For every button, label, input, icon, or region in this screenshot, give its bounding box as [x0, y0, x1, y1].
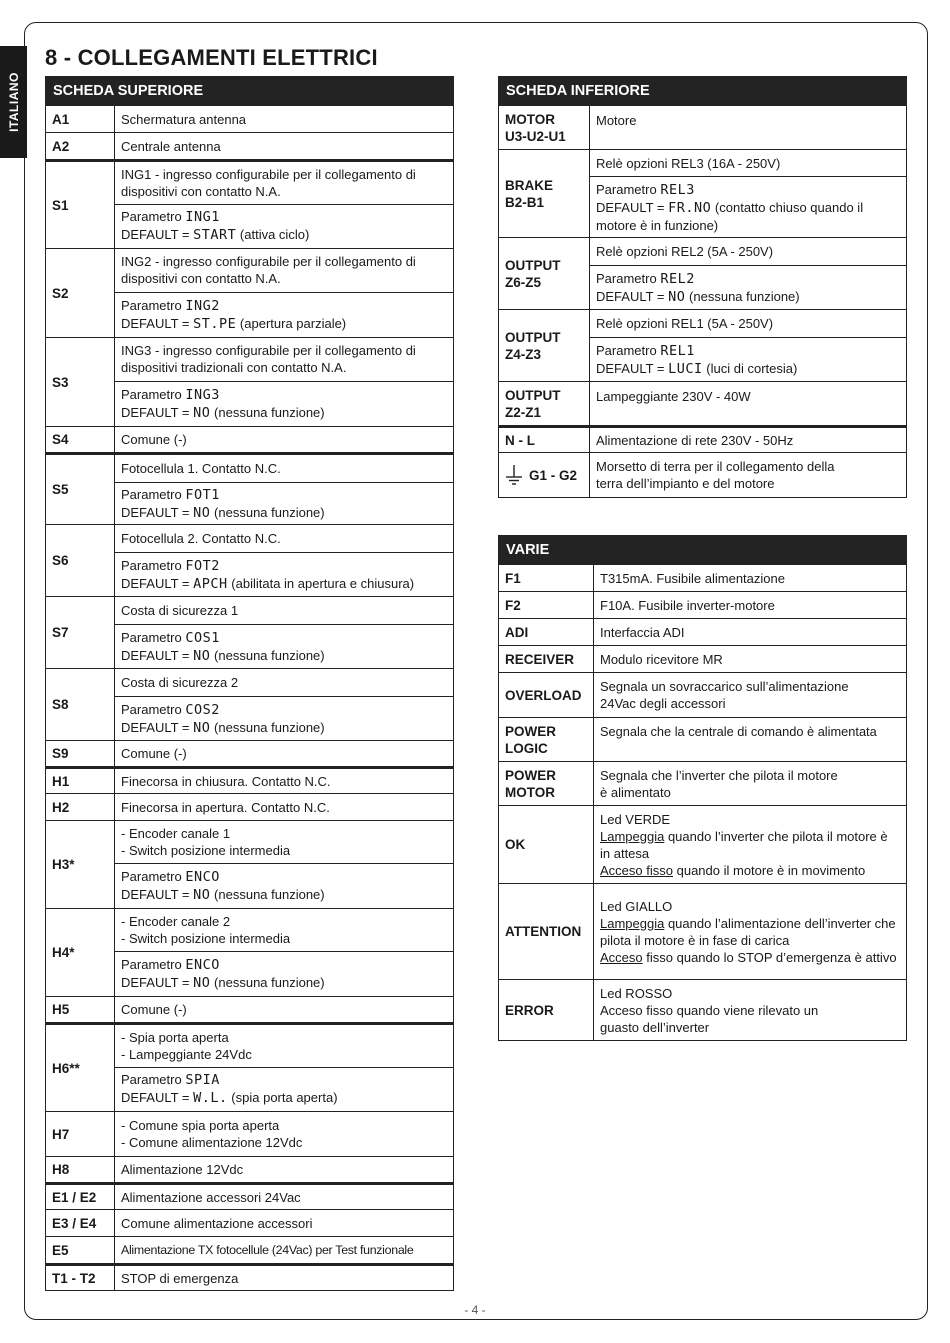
- table-row: [46, 248, 453, 337]
- terminal-description: Relè opzioni REL1 (5A - 250V): [596, 316, 774, 331]
- page-title: 8 - COLLEGAMENTI ELETTRICI: [45, 45, 378, 70]
- component-description: Modulo ricevitore MR: [600, 651, 723, 667]
- table-row: [46, 1209, 453, 1236]
- table-row: [46, 1236, 453, 1263]
- led-label: ATTENTION: [499, 884, 594, 979]
- table-row: [46, 908, 453, 996]
- component-label: POWER MOTOR: [499, 762, 594, 805]
- terminal-label: S5: [46, 455, 115, 524]
- terminal-label: S1: [46, 162, 115, 248]
- terminal-description: Comune (-): [121, 746, 187, 761]
- table-row: [46, 452, 453, 524]
- table-row: [46, 996, 453, 1022]
- terminal-description: Lampeggiante 230V - 40W: [596, 389, 751, 404]
- terminal-description: Relè opzioni REL2 (5A - 250V): [596, 244, 774, 259]
- terminal-label: E3 / E4: [46, 1210, 115, 1236]
- table-row: [46, 105, 453, 132]
- parameter-cell: Parametro COS2 DEFAULT = NO (nessuna funzione): [115, 696, 453, 740]
- terminal-label: S3: [46, 338, 115, 426]
- table-row: [499, 309, 906, 381]
- terminal-label: E5: [46, 1237, 115, 1263]
- terminal-label: E1 / E2: [46, 1185, 115, 1209]
- parameter-code: FOT1: [185, 486, 220, 503]
- terminal-label: H4*: [46, 909, 115, 996]
- table-row: [499, 237, 906, 309]
- table-row: [46, 740, 453, 766]
- terminal-label: H1: [46, 769, 115, 793]
- parameter-cell: Parametro ENCO DEFAULT = NO (nessuna funzione): [115, 863, 453, 908]
- parameter-code: ENCO: [185, 957, 220, 973]
- table-row: [46, 1182, 453, 1209]
- component-description: Segnala che la centrale di comando è alimentata: [600, 724, 877, 739]
- terminal-label: H7: [46, 1112, 115, 1156]
- terminal-description: Comune (-): [121, 432, 187, 447]
- terminal-description: Motore: [596, 113, 637, 128]
- terminal-description: Schermatura antenna: [121, 111, 247, 127]
- parameter-cell: Parametro ING3 DEFAULT = NO (nessuna funzione): [115, 381, 453, 427]
- terminal-label: OUTPUT Z2-Z1: [499, 382, 590, 425]
- default-code: ST.PE: [193, 315, 237, 332]
- component-description: Interfaccia ADI: [600, 624, 685, 640]
- terminal-description: - Comune spia porta aperta - Comune alimentazione 12Vdc: [121, 1118, 303, 1150]
- terminal-description: STOP di emergenza: [121, 1270, 239, 1286]
- default-code: NO: [193, 647, 211, 664]
- terminal-description: Comune alimentazione accessori: [121, 1215, 313, 1231]
- component-label: OVERLOAD: [499, 673, 594, 717]
- default-code: NO: [193, 887, 211, 903]
- component-description: Segnala un sovraccarico sull’alimentazione 24Vac degli accessori: [600, 679, 849, 711]
- table-row: [499, 761, 906, 805]
- component-description: Segnala che l’inverter che pilota il motore è alimentato: [600, 767, 838, 800]
- terminal-description: Finecorsa in chiusura. Contatto N.C.: [121, 773, 331, 789]
- table-row: [46, 159, 453, 248]
- parameter-code: REL3: [660, 181, 695, 198]
- component-label: RECEIVER: [499, 646, 594, 672]
- table-row: [499, 105, 906, 149]
- table-row: [499, 425, 906, 452]
- parameter-code: ING2: [185, 297, 220, 314]
- parameter-cell: Parametro FOT2 DEFAULT = APCH (abilitata in apertura e chiusura): [115, 552, 453, 596]
- misc-header: VARIE: [499, 536, 906, 564]
- terminal-description: Relè opzioni REL3 (16A - 250V): [596, 155, 781, 171]
- terminal-label: S4: [46, 427, 115, 452]
- parameter-cell: Parametro ENCO DEFAULT = NO (nessuna funzione): [115, 951, 453, 996]
- default-code: NO: [193, 719, 211, 736]
- table-row: [499, 645, 906, 672]
- terminal-label: S2: [46, 249, 115, 337]
- parameter-cell: Parametro REL2 DEFAULT = NO (nessuna funzione): [590, 265, 906, 309]
- terminal-label: S7: [46, 597, 115, 668]
- terminal-label: G1 - G2: [499, 453, 590, 497]
- component-label: F1: [499, 565, 594, 591]
- terminal-description: - Encoder canale 1 - Switch posizione intermedia: [121, 826, 291, 858]
- terminal-description: Fotocellula 2. Contatto N.C.: [121, 531, 281, 546]
- terminal-description: Costa di sicurezza 1: [121, 603, 239, 618]
- table-row: [499, 672, 906, 717]
- terminal-label: N - L: [499, 428, 590, 452]
- led-description: Led VERDE Lampeggia quando l’inverter che pilota il motore è in attesa Acceso fisso quando il motore è in movimento: [600, 811, 888, 878]
- terminal-description: Costa di sicurezza 2: [121, 675, 239, 690]
- terminal-label: T1 - T2: [46, 1266, 115, 1290]
- table-row: [46, 766, 453, 793]
- parameter-code: COS1: [185, 629, 220, 646]
- led-label: OK: [499, 806, 594, 883]
- table-row: [46, 1156, 453, 1182]
- default-code: NO: [193, 504, 211, 521]
- component-label: POWER LOGIC: [499, 718, 594, 761]
- table-row: [499, 717, 906, 761]
- table-row: [499, 149, 906, 237]
- page-number: - 4 -: [464, 1303, 486, 1317]
- default-code: NO: [193, 404, 211, 421]
- misc-table: [498, 535, 907, 1041]
- default-code: START: [193, 227, 237, 244]
- terminal-description: Comune (-): [121, 1002, 187, 1017]
- parameter-cell: Parametro COS1 DEFAULT = NO (nessuna funzione): [115, 624, 453, 668]
- table-row: [46, 1022, 453, 1111]
- table-row: [499, 883, 906, 979]
- table-row: [499, 381, 906, 425]
- terminal-label: H5: [46, 997, 115, 1022]
- terminal-description: - Spia porta aperta - Lampeggiante 24Vdc: [121, 1029, 252, 1062]
- table-row: [46, 337, 453, 426]
- table-row: [46, 793, 453, 820]
- terminal-description: Alimentazione 12Vdc: [121, 1162, 244, 1177]
- default-code: NO: [668, 288, 686, 305]
- table-row: [499, 452, 906, 497]
- led-label: ERROR: [499, 980, 594, 1040]
- terminal-description: Morsetto di terra per il collegamento della terra dell’impianto e del motore: [596, 459, 835, 491]
- terminal-label: MOTOR U3-U2-U1: [499, 106, 590, 149]
- parameter-cell: Parametro SPIA DEFAULT = W.L. (spia porta aperta): [115, 1067, 453, 1112]
- component-description: F10A. Fusibile inverter-motore: [600, 597, 775, 613]
- table-row: [499, 591, 906, 618]
- terminal-label: H6**: [46, 1025, 115, 1111]
- parameter-cell: Parametro REL1 DEFAULT = LUCI (luci di cortesia): [590, 337, 906, 381]
- terminal-description: Alimentazione TX fotocellule (24Vac) per Test funzionale: [121, 1242, 414, 1257]
- parameter-code: REL1: [660, 342, 695, 359]
- lower-board-table: [498, 76, 907, 498]
- default-code: APCH: [193, 575, 228, 592]
- parameter-code: REL2: [660, 270, 695, 287]
- table-row: [499, 979, 906, 1040]
- table-row: [46, 668, 453, 740]
- terminal-label: H2: [46, 794, 115, 820]
- terminal-label: OUTPUT Z6-Z5: [499, 238, 590, 309]
- terminal-label: BRAKE B2-B1: [499, 150, 590, 237]
- table-row: [46, 524, 453, 596]
- default-code: NO: [193, 975, 211, 991]
- terminal-description: ING2 - ingresso configurabile per il collegamento di dispositivi con contatto N.A.: [121, 254, 416, 287]
- terminal-description: Alimentazione di rete 230V - 50Hz: [596, 432, 794, 448]
- terminal-description: Centrale antenna: [121, 138, 221, 154]
- terminal-label: S6: [46, 525, 115, 596]
- parameter-code: ENCO: [185, 869, 220, 885]
- default-code: W.L.: [193, 1090, 228, 1107]
- component-description: T315mA. Fusibile alimentazione: [600, 570, 785, 586]
- terminal-description: Finecorsa in apertura. Contatto N.C.: [121, 799, 330, 815]
- parameter-code: FOT2: [185, 557, 220, 574]
- table-row: [499, 618, 906, 645]
- earth-ground-icon: [505, 464, 523, 486]
- component-label: F2: [499, 592, 594, 618]
- led-description: Led ROSSO Acceso fisso quando viene rilevato un guasto dell’inverter: [600, 985, 819, 1035]
- led-description: Led GIALLO Lampeggia quando l’alimentazione dell’inverter che pilota il motore è in fase di carica Acceso fisso quando lo STOP d’emergenza è attivo: [600, 898, 897, 965]
- parameter-code: ING1: [185, 209, 220, 226]
- lower-board-header: SCHEDA INFERIORE: [499, 77, 906, 105]
- upper-board-table: [45, 76, 454, 1291]
- parameter-code: SPIA: [185, 1072, 220, 1089]
- table-row: [499, 805, 906, 883]
- terminal-label: A2: [46, 133, 115, 159]
- terminal-label: S9: [46, 741, 115, 766]
- default-code: LUCI: [668, 360, 703, 377]
- parameter-code: COS2: [185, 701, 220, 718]
- table-row: [46, 132, 453, 159]
- terminal-label: S8: [46, 669, 115, 740]
- language-tab: [0, 46, 27, 158]
- parameter-code: ING3: [185, 386, 220, 403]
- parameter-cell: Parametro ING1 DEFAULT = START (attiva ciclo): [115, 204, 453, 249]
- component-label: ADI: [499, 619, 594, 645]
- terminal-label: OUTPUT Z4-Z3: [499, 310, 590, 381]
- parameter-cell: Parametro ING2 DEFAULT = ST.PE (apertura parziale): [115, 292, 453, 338]
- default-code: FR.NO: [668, 199, 712, 216]
- terminal-description: ING1 - ingresso configurabile per il collegamento di dispositivi con contatto N.A.: [121, 166, 416, 199]
- terminal-description: - Encoder canale 2 - Switch posizione intermedia: [121, 914, 291, 946]
- table-row: [46, 1263, 453, 1290]
- table-row: [46, 1111, 453, 1156]
- terminal-description: Fotocellula 1. Contatto N.C.: [121, 461, 281, 476]
- table-row: [46, 596, 453, 668]
- table-row: [499, 564, 906, 591]
- upper-board-header: SCHEDA SUPERIORE: [46, 77, 453, 105]
- terminal-label: A1: [46, 106, 115, 132]
- terminal-label: H3*: [46, 821, 115, 908]
- table-row: [46, 820, 453, 908]
- parameter-cell: Parametro FOT1 DEFAULT = NO (nessuna funzione): [115, 482, 453, 524]
- language-label: ITALIANO: [6, 72, 21, 132]
- parameter-cell: Parametro REL3 DEFAULT = FR.NO (contatto chiuso quando il motore è in funzione): [590, 176, 906, 237]
- table-row: [46, 426, 453, 452]
- terminal-description: Alimentazione accessori 24Vac: [121, 1189, 301, 1205]
- terminal-label: H8: [46, 1157, 115, 1182]
- terminal-description: ING3 - ingresso configurabile per il collegamento di dispositivi tradizionali con contatto N.A.: [121, 343, 416, 376]
